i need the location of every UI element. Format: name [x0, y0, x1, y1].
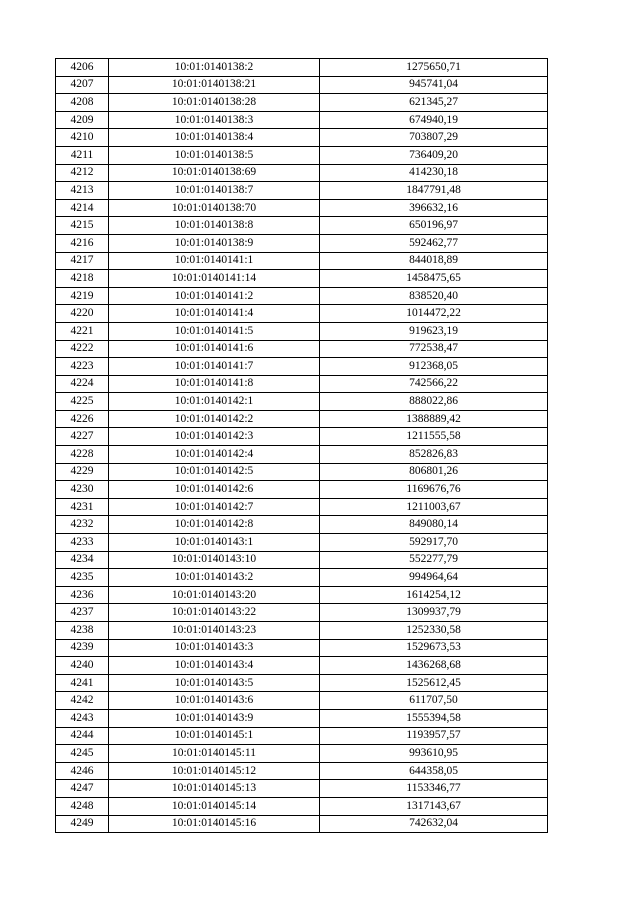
table-row: [56, 551, 548, 569]
cadastral-number-cell: 10:01:0140138:21: [109, 76, 320, 94]
cadastral-number-cell: 10:01:0140145:14: [109, 797, 320, 815]
cadastral-number-cell: 10:01:0140142:2: [109, 410, 320, 428]
row-number-cell: 4238: [56, 622, 109, 640]
row-number-cell: 4215: [56, 217, 109, 235]
cadastral-value-cell: 414230,18: [320, 164, 548, 182]
cadastral-number-cell: 10:01:0140145:13: [109, 780, 320, 798]
cadastral-number-cell: 10:01:0140141:6: [109, 340, 320, 358]
cadastral-value-cell: 1211003,67: [320, 498, 548, 516]
cadastral-number-cell: 10:01:0140143:3: [109, 639, 320, 657]
row-number-cell: 4222: [56, 340, 109, 358]
row-number-cell: 4249: [56, 815, 109, 833]
cadastral-value-cell: 772538,47: [320, 340, 548, 358]
cadastral-number-cell: 10:01:0140141:8: [109, 375, 320, 393]
cadastral-value-cell: 912368,05: [320, 358, 548, 376]
cadastral-number-cell: 10:01:0140143:9: [109, 709, 320, 727]
cadastral-value-cell: 592917,70: [320, 534, 548, 552]
cadastral-value-cell: 844018,89: [320, 252, 548, 270]
row-number-cell: 4217: [56, 252, 109, 270]
table-row: [56, 498, 548, 516]
cadastral-number-cell: 10:01:0140138:69: [109, 164, 320, 182]
cadastral-value-cell: 1193957,57: [320, 727, 548, 745]
table-row: [56, 446, 548, 464]
cadastral-value-cell: 1153346,77: [320, 780, 548, 798]
cadastral-number-cell: 10:01:0140143:10: [109, 551, 320, 569]
cadastral-value-table: [55, 58, 548, 833]
cadastral-value-cell: 852826,83: [320, 446, 548, 464]
table-row: [56, 146, 548, 164]
cadastral-value-cell: 674940,19: [320, 111, 548, 129]
cadastral-number-cell: 10:01:0140138:70: [109, 199, 320, 217]
cadastral-value-cell: 650196,97: [320, 217, 548, 235]
row-number-cell: 4226: [56, 410, 109, 428]
table-row: [56, 780, 548, 798]
cadastral-value-cell: 888022,86: [320, 393, 548, 411]
cadastral-number-cell: 10:01:0140142:7: [109, 498, 320, 516]
row-number-cell: 4207: [56, 76, 109, 94]
cadastral-value-cell: 621345,27: [320, 94, 548, 112]
cadastral-number-cell: 10:01:0140145:12: [109, 762, 320, 780]
row-number-cell: 4234: [56, 551, 109, 569]
row-number-cell: 4209: [56, 111, 109, 129]
table-row: [56, 164, 548, 182]
cadastral-number-cell: 10:01:0140143:2: [109, 569, 320, 587]
cadastral-value-cell: 1317143,67: [320, 797, 548, 815]
cadastral-value-cell: 806801,26: [320, 463, 548, 481]
cadastral-value-cell: 1847791,48: [320, 182, 548, 200]
table-row: [56, 410, 548, 428]
cadastral-value-cell: 552277,79: [320, 551, 548, 569]
table-row: [56, 375, 548, 393]
cadastral-value-cell: 703807,29: [320, 129, 548, 147]
row-number-cell: 4211: [56, 146, 109, 164]
cadastral-number-cell: 10:01:0140138:7: [109, 182, 320, 200]
cadastral-number-cell: 10:01:0140145:1: [109, 727, 320, 745]
table-row: [56, 622, 548, 640]
table-row: [56, 674, 548, 692]
table-row: [56, 762, 548, 780]
table-body: [56, 59, 548, 833]
row-number-cell: 4213: [56, 182, 109, 200]
table-row: [56, 217, 548, 235]
cadastral-value-cell: 919623,19: [320, 322, 548, 340]
cadastral-number-cell: 10:01:0140138:4: [109, 129, 320, 147]
cadastral-number-cell: 10:01:0140138:5: [109, 146, 320, 164]
cadastral-value-cell: 1169676,76: [320, 481, 548, 499]
row-number-cell: 4233: [56, 534, 109, 552]
cadastral-number-cell: 10:01:0140138:3: [109, 111, 320, 129]
cadastral-number-cell: 10:01:0140143:23: [109, 622, 320, 640]
cadastral-number-cell: 10:01:0140141:14: [109, 270, 320, 288]
table-row: [56, 129, 548, 147]
table-row: [56, 252, 548, 270]
cadastral-number-cell: 10:01:0140143:5: [109, 674, 320, 692]
cadastral-value-cell: 1614254,12: [320, 586, 548, 604]
cadastral-number-cell: 10:01:0140143:4: [109, 657, 320, 675]
table-row: [56, 428, 548, 446]
row-number-cell: 4242: [56, 692, 109, 710]
table-row: [56, 340, 548, 358]
cadastral-value-cell: 1525612,45: [320, 674, 548, 692]
cadastral-number-cell: 10:01:0140141:4: [109, 305, 320, 323]
cadastral-value-cell: 1309937,79: [320, 604, 548, 622]
table-row: [56, 59, 548, 77]
table-row: [56, 199, 548, 217]
cadastral-number-cell: 10:01:0140143:20: [109, 586, 320, 604]
table-row: [56, 322, 548, 340]
row-number-cell: 4228: [56, 446, 109, 464]
row-number-cell: 4218: [56, 270, 109, 288]
row-number-cell: 4246: [56, 762, 109, 780]
row-number-cell: 4241: [56, 674, 109, 692]
table-row: [56, 727, 548, 745]
table-row: [56, 604, 548, 622]
row-number-cell: 4225: [56, 393, 109, 411]
cadastral-number-cell: 10:01:0140142:8: [109, 516, 320, 534]
row-number-cell: 4224: [56, 375, 109, 393]
cadastral-value-cell: 611707,50: [320, 692, 548, 710]
row-number-cell: 4244: [56, 727, 109, 745]
cadastral-number-cell: 10:01:0140141:1: [109, 252, 320, 270]
row-number-cell: 4216: [56, 234, 109, 252]
cadastral-number-cell: 10:01:0140141:2: [109, 287, 320, 305]
cadastral-value-cell: 592462,77: [320, 234, 548, 252]
cadastral-number-cell: 10:01:0140138:2: [109, 59, 320, 77]
row-number-cell: 4231: [56, 498, 109, 516]
table-row: [56, 234, 548, 252]
cadastral-value-cell: 1275650,71: [320, 59, 548, 77]
cadastral-value-cell: 1555394,58: [320, 709, 548, 727]
table-row: [56, 94, 548, 112]
row-number-cell: 4240: [56, 657, 109, 675]
cadastral-value-cell: 838520,40: [320, 287, 548, 305]
row-number-cell: 4243: [56, 709, 109, 727]
row-number-cell: 4232: [56, 516, 109, 534]
table-row: [56, 287, 548, 305]
cadastral-value-cell: 1211555,58: [320, 428, 548, 446]
cadastral-value-cell: 396632,16: [320, 199, 548, 217]
cadastral-number-cell: 10:01:0140145:16: [109, 815, 320, 833]
cadastral-value-cell: 1252330,58: [320, 622, 548, 640]
row-number-cell: 4223: [56, 358, 109, 376]
row-number-cell: 4245: [56, 745, 109, 763]
table-row: [56, 358, 548, 376]
table-row: [56, 182, 548, 200]
table-row: [56, 692, 548, 710]
table-row: [56, 586, 548, 604]
cadastral-number-cell: 10:01:0140142:3: [109, 428, 320, 446]
table-row: [56, 709, 548, 727]
cadastral-value-cell: 945741,04: [320, 76, 548, 94]
cadastral-value-cell: 1529673,53: [320, 639, 548, 657]
row-number-cell: 4239: [56, 639, 109, 657]
table-row: [56, 534, 548, 552]
table-row: [56, 815, 548, 833]
cadastral-number-cell: 10:01:0140138:9: [109, 234, 320, 252]
cadastral-number-cell: 10:01:0140145:11: [109, 745, 320, 763]
cadastral-value-cell: 742566,22: [320, 375, 548, 393]
cadastral-value-cell: 993610,95: [320, 745, 548, 763]
cadastral-value-cell: 644358,05: [320, 762, 548, 780]
table-row: [56, 481, 548, 499]
table-row: [56, 745, 548, 763]
row-number-cell: 4248: [56, 797, 109, 815]
table-row: [56, 305, 548, 323]
cadastral-value-cell: 1388889,42: [320, 410, 548, 428]
cadastral-value-cell: 1458475,65: [320, 270, 548, 288]
cadastral-value-cell: 849080,14: [320, 516, 548, 534]
cadastral-number-cell: 10:01:0140142:6: [109, 481, 320, 499]
cadastral-number-cell: 10:01:0140142:4: [109, 446, 320, 464]
row-number-cell: 4206: [56, 59, 109, 77]
table-row: [56, 639, 548, 657]
row-number-cell: 4214: [56, 199, 109, 217]
row-number-cell: 4208: [56, 94, 109, 112]
row-number-cell: 4229: [56, 463, 109, 481]
cadastral-value-cell: 742632,04: [320, 815, 548, 833]
cadastral-number-cell: 10:01:0140138:28: [109, 94, 320, 112]
cadastral-number-cell: 10:01:0140142:5: [109, 463, 320, 481]
table-row: [56, 657, 548, 675]
row-number-cell: 4237: [56, 604, 109, 622]
table-row: [56, 463, 548, 481]
row-number-cell: 4221: [56, 322, 109, 340]
cadastral-value-cell: 994964,64: [320, 569, 548, 587]
cadastral-number-cell: 10:01:0140143:22: [109, 604, 320, 622]
table-row: [56, 76, 548, 94]
row-number-cell: 4210: [56, 129, 109, 147]
table-row: [56, 569, 548, 587]
row-number-cell: 4212: [56, 164, 109, 182]
cadastral-value-cell: 1014472,22: [320, 305, 548, 323]
table-row: [56, 111, 548, 129]
cadastral-value-cell: 736409,20: [320, 146, 548, 164]
table-row: [56, 516, 548, 534]
row-number-cell: 4220: [56, 305, 109, 323]
cadastral-number-cell: 10:01:0140141:7: [109, 358, 320, 376]
cadastral-value-cell: 1436268,68: [320, 657, 548, 675]
row-number-cell: 4230: [56, 481, 109, 499]
row-number-cell: 4247: [56, 780, 109, 798]
cadastral-number-cell: 10:01:0140138:8: [109, 217, 320, 235]
table-row: [56, 270, 548, 288]
table-row: [56, 393, 548, 411]
table-row: [56, 797, 548, 815]
cadastral-number-cell: 10:01:0140143:1: [109, 534, 320, 552]
row-number-cell: 4236: [56, 586, 109, 604]
row-number-cell: 4227: [56, 428, 109, 446]
row-number-cell: 4235: [56, 569, 109, 587]
row-number-cell: 4219: [56, 287, 109, 305]
cadastral-number-cell: 10:01:0140141:5: [109, 322, 320, 340]
cadastral-number-cell: 10:01:0140142:1: [109, 393, 320, 411]
cadastral-number-cell: 10:01:0140143:6: [109, 692, 320, 710]
